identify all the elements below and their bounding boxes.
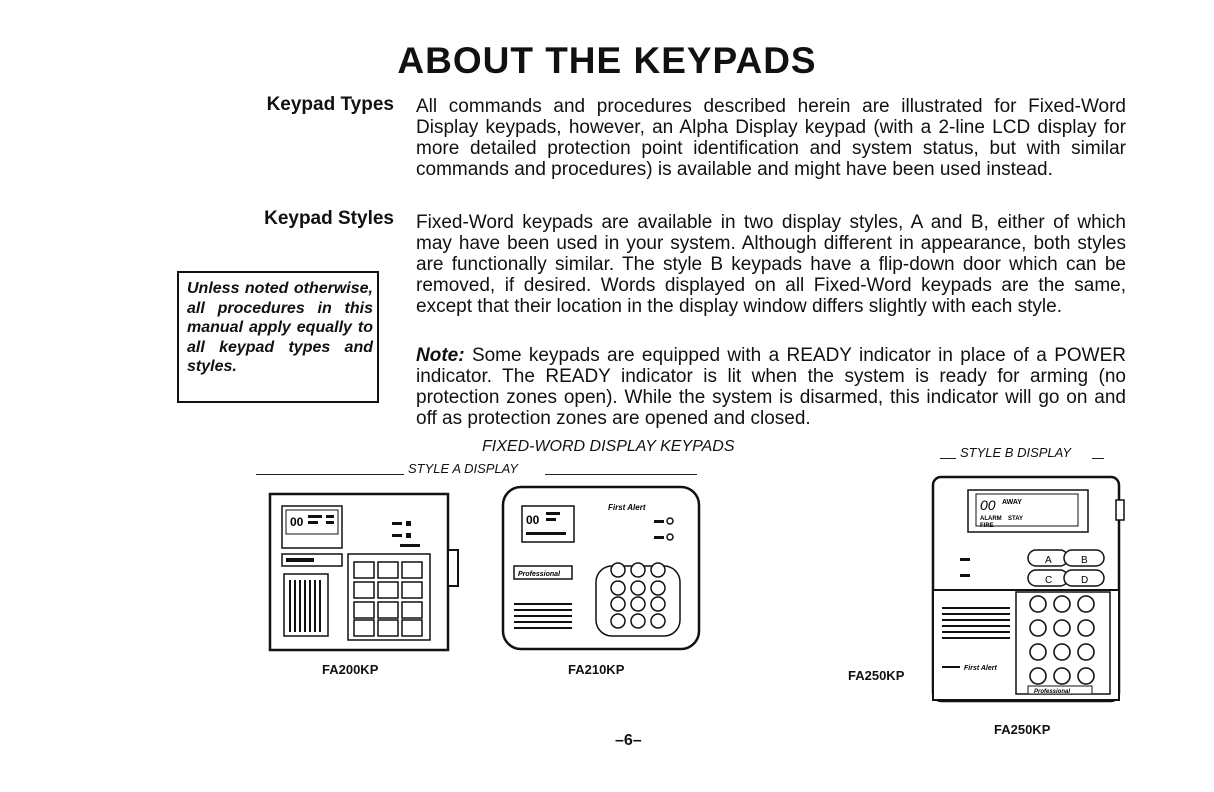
keypad-types-paragraph: All commands and procedures described herein are illustrated for Fixed-Word Display keypads, however, an Alpha Display keypad (with a 2-line LCD display for more detailed protection point identification and system status, but with similar commands and procedures) is available and might have been used instead. [416,96,1126,180]
keypad-styles-heading: Keypad Styles [264,208,394,229]
fa250-display-stay: STAY [1008,516,1024,522]
style-a-rule-right [545,474,697,475]
style-b-rule-left [940,458,956,459]
model-fa200kp: FA200KP [322,662,379,677]
svg-text:Professional: Professional [518,571,561,578]
fa250-display-fire: FIRE [980,523,994,529]
fa250-key-d: D [1081,575,1089,586]
model-fa250kp-bottom: FA250KP [994,722,1051,737]
fa210kp-keypad-illustration [500,484,702,652]
fa250kp-keypad-illustration [928,474,1128,704]
sidebar-note: Unless noted otherwise, all procedures in this manual apply equally to all keypad types and styles. [177,271,379,403]
page-number: –6– [615,732,642,749]
fa250-display-alarm: ALARM [980,516,1002,522]
style-a-label: STYLE A DISPLAY [408,461,519,476]
note-paragraph [416,345,1126,429]
model-fa210kp: FA210KP [568,662,625,677]
fa250-brand: First Alert [964,665,997,672]
figure-caption: FIXED-WORD DISPLAY KEYPADS [482,438,735,455]
fa250-key-a: A [1045,555,1052,566]
note-label: Note: [416,345,465,366]
fa250-display-away: AWAY [1002,499,1022,506]
fa200kp-keypad-illustration [268,492,462,654]
keypad-types-heading: Keypad Types [266,94,394,115]
fa250-badge: Professional [1034,689,1071,695]
style-a-rule-left [256,474,404,475]
page-title: ABOUT THE KEYPADS [397,40,817,81]
svg-text:00: 00 [526,513,540,527]
fa250-display-digits: 00 [980,497,996,513]
style-b-rule-right [1092,458,1104,459]
keypad-styles-paragraph: Fixed-Word keypads are available in two display styles, A and B, either of which may have been used in your system. Although different in appearance, both styles are functionally similar. The style B keypads have a flip-down door which can be removed, if desired. Words displayed on all Fixed-Word keypads are the same, except that their location in the display window differs slightly with each style. [416,212,1126,317]
note-text: Some keypads are equipped with a READY indicator in place of a POWER indicator. The READY indicator is lit when the system is ready for arming (no protection zones open). While the system is disarmed, this indicator will go on and off as protection zones are opened and closed. [416,345,1127,429]
style-b-label: STYLE B DISPLAY [960,445,1072,460]
svg-text:00: 00 [290,515,304,529]
fa250-key-c: C [1045,575,1053,586]
model-fa250kp-side: FA250KP [848,668,905,683]
fa250-key-b: B [1081,555,1088,566]
svg-text:First Alert: First Alert [608,503,646,512]
